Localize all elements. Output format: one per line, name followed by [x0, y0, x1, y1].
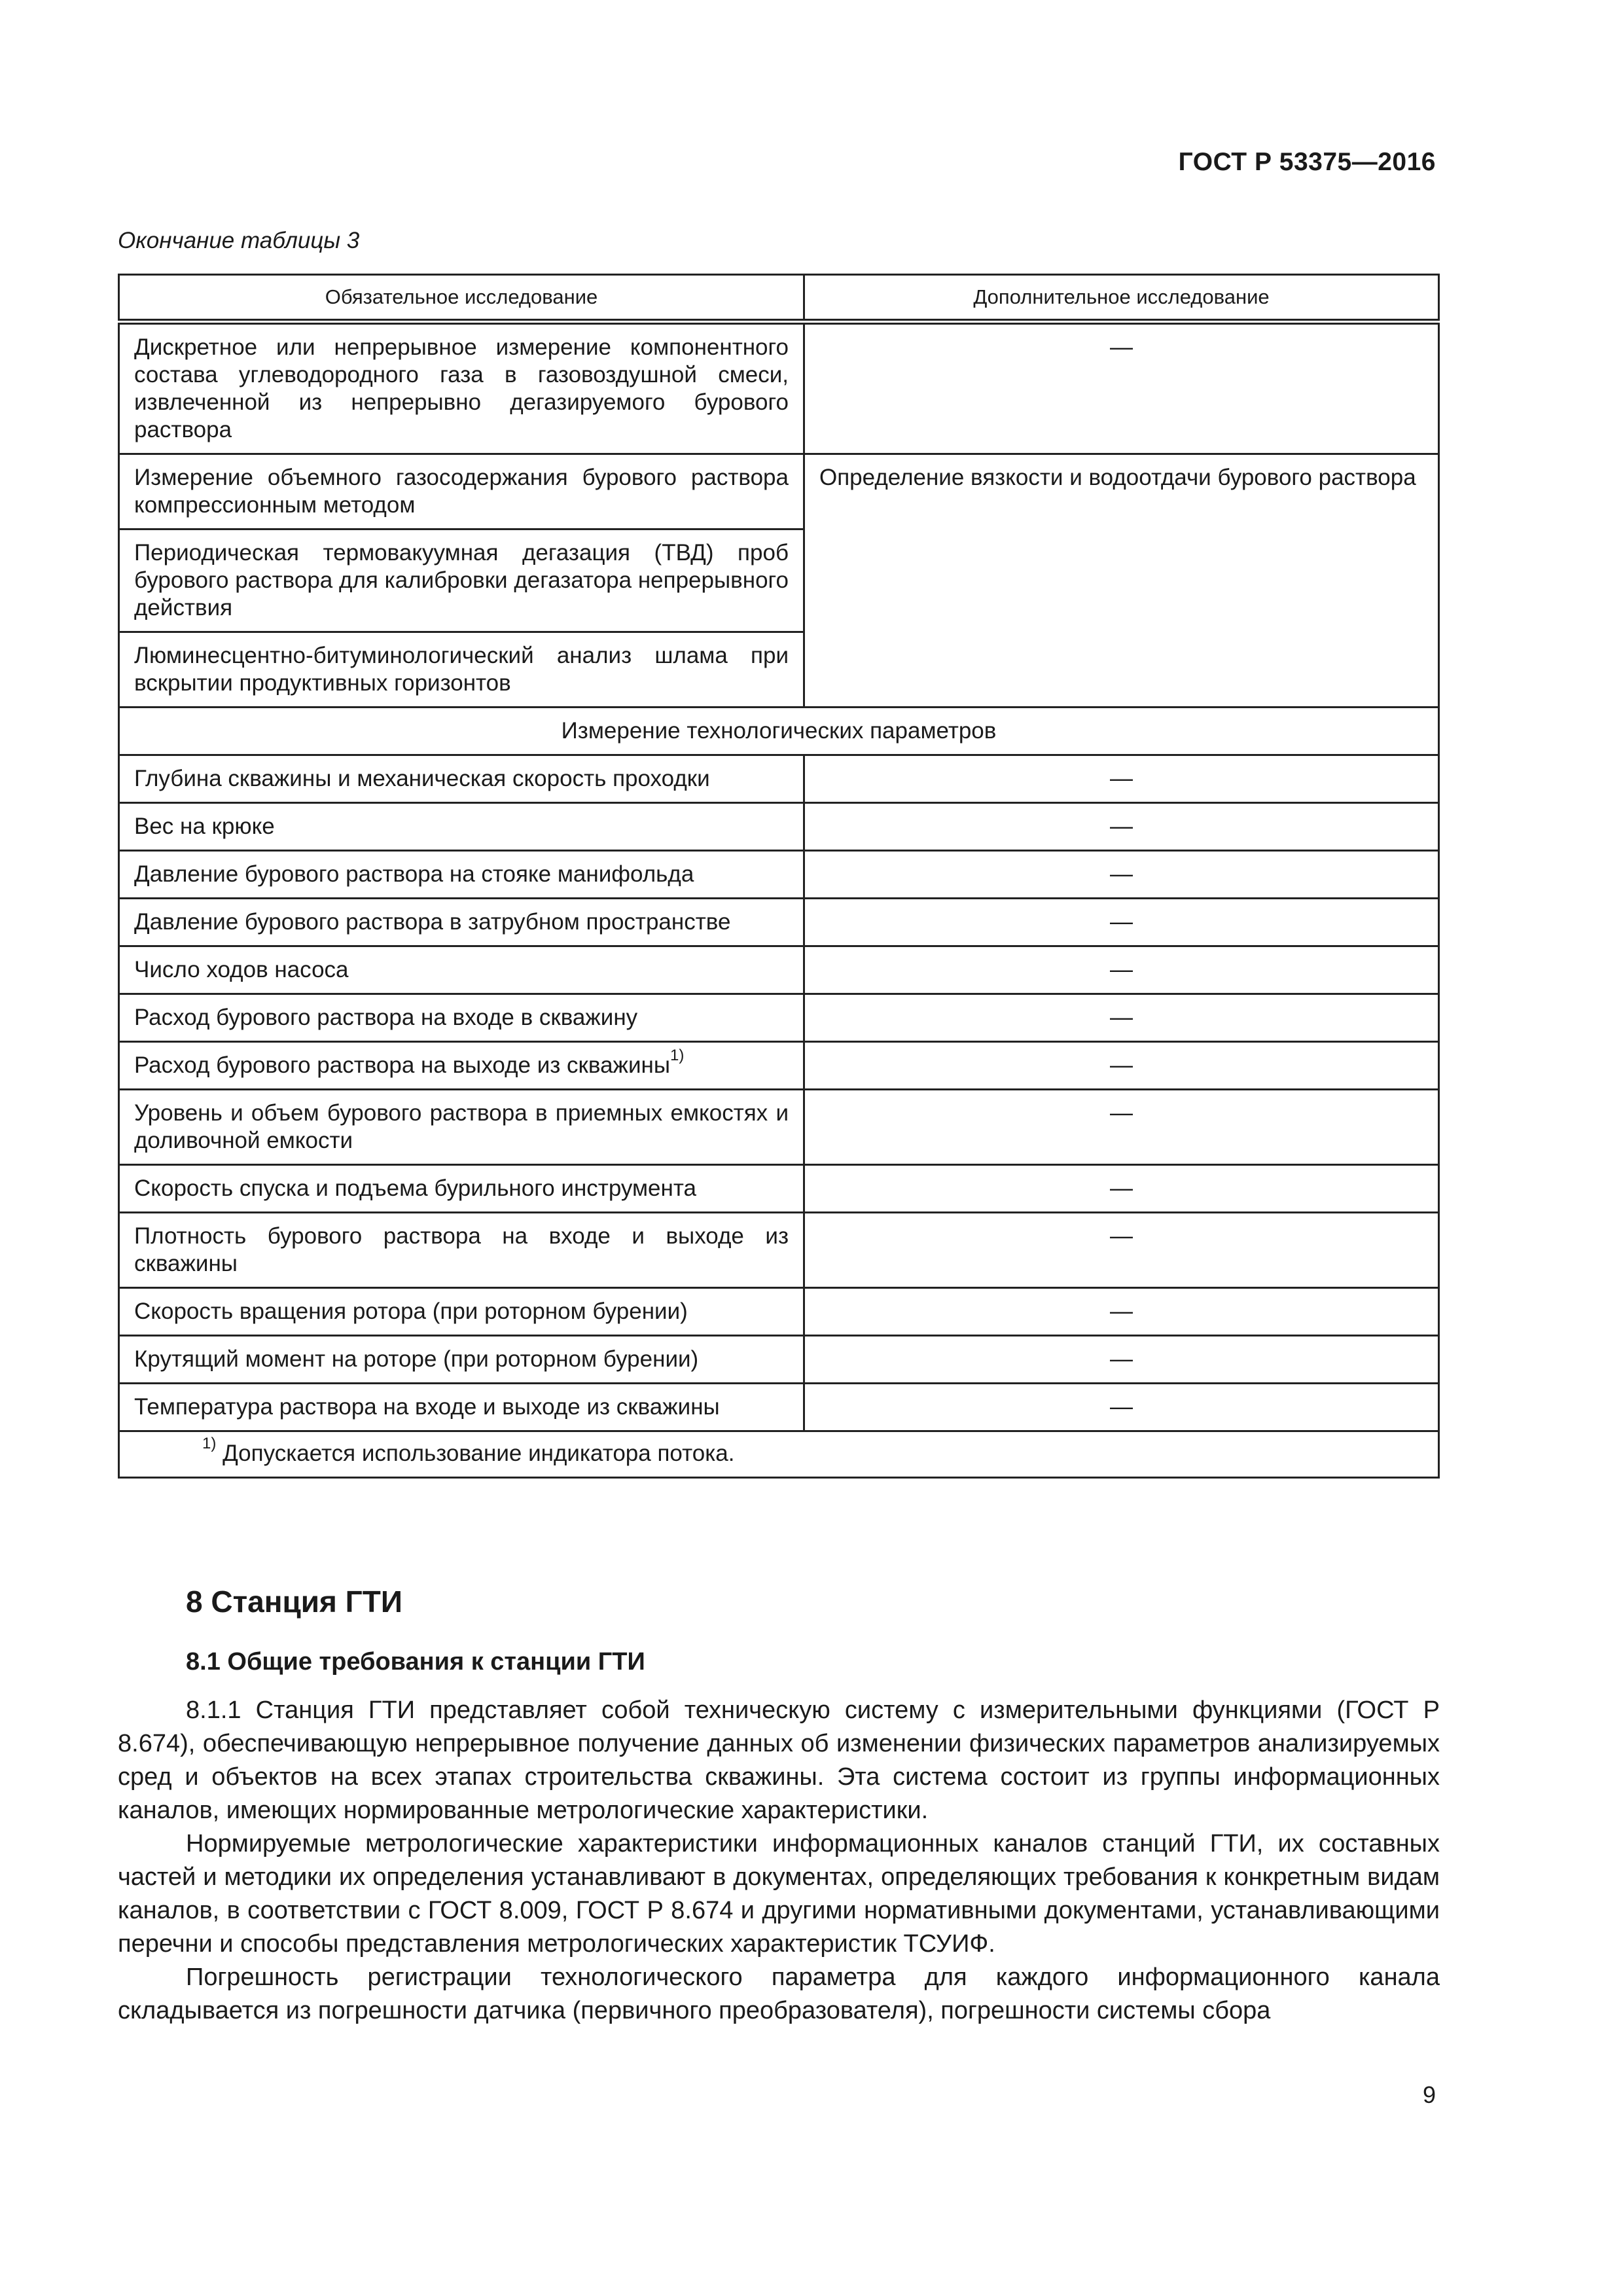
- cell-additional: —: [804, 755, 1439, 803]
- cell-mandatory: Скорость вращения ротора (при роторном бурении): [119, 1288, 804, 1336]
- table-footnote-row: [119, 1431, 1439, 1478]
- cell-mandatory: Уровень и объем бурового раствора в приемных емкостях и доливочной емкости: [119, 1090, 804, 1165]
- table-row: [119, 994, 1439, 1042]
- footnote-reference: 1): [669, 1047, 685, 1065]
- paragraph: 8.1.1 Станция ГТИ представляет собой техническую систему с измерительными функциями (ГОСТ Р 8.674), обеспечивающую непрерывное получение данных об изменении физических параметров анализируемых сред и объектов на всех этапах строительства скважины. Эта система состоит из группы информационных каналов, имеющих нормированные метрологические характеристики.: [118, 1696, 1440, 1824]
- footnote-mark: 1): [202, 1435, 217, 1453]
- table-row: [119, 899, 1439, 946]
- cell-additional: —: [804, 1042, 1439, 1090]
- cell-mandatory: Число ходов насоса: [119, 946, 804, 994]
- section-title: 8 Станция ГТИ: [186, 1585, 402, 1619]
- cell-additional: —: [804, 1336, 1439, 1384]
- table-row: [119, 454, 1439, 529]
- table-header-row: [119, 275, 1439, 322]
- cell-mandatory-text: Расход бурового раствора на выходе из скважины: [134, 1052, 670, 1078]
- requirements-table: [118, 274, 1440, 1479]
- cell-mandatory: Давление бурового раствора на стояке манифольда: [119, 851, 804, 899]
- cell-additional: —: [804, 1213, 1439, 1288]
- document-code: ГОСТ Р 53375—2016: [1178, 148, 1436, 176]
- cell-additional: —: [804, 1165, 1439, 1213]
- table-row: [119, 1090, 1439, 1165]
- page-number: 9: [1422, 2081, 1436, 2108]
- table-footnote: [119, 1431, 1439, 1478]
- table-caption: Окончание таблицы 3: [118, 228, 360, 253]
- table-row: [119, 1042, 1439, 1090]
- cell-mandatory: Вес на крюке: [119, 803, 804, 851]
- section-header-cell: Измерение технологических параметров: [119, 708, 1439, 755]
- table-row: [119, 946, 1439, 994]
- cell-mandatory: Люминесцентно-битуминологический анализ шлама при вскрытии продуктивных горизонтов: [119, 632, 804, 708]
- table-row: [119, 1213, 1439, 1288]
- column-header-mandatory: Обязательное исследование: [119, 275, 804, 322]
- cell-mandatory: Глубина скважины и механическая скорость проходки: [119, 755, 804, 803]
- cell-mandatory: Расход бурового раствора на входе в скважину: [119, 994, 804, 1042]
- cell-additional-merged: Определение вязкости и водоотдачи бурового раствора: [804, 454, 1439, 708]
- cell-additional: —: [804, 1384, 1439, 1431]
- column-header-additional: Дополнительное исследование: [804, 275, 1439, 322]
- table-row: [119, 851, 1439, 899]
- table-row: [119, 755, 1439, 803]
- paragraph: Погрешность регистрации технологического параметра для каждого информационного канала складывается из погрешности датчика (первичного преобразователя), погрешности системы сбора: [118, 1964, 1440, 2024]
- cell-additional: —: [804, 1288, 1439, 1336]
- paragraph: Нормируемые метрологические характеристики информационных каналов станций ГТИ, их составных частей и методики их определения устанавливают в документах, определяющих требования к конкретным видам каналов, в соответствии с ГОСТ 8.009, ГОСТ Р 8.674 и другими нормативными документами, устанавливающими перечни и способы представления метрологических характеристик ТСУИФ.: [118, 1830, 1440, 1958]
- cell-additional: —: [804, 803, 1439, 851]
- cell-mandatory: Температура раствора на входе и выходе из скважины: [119, 1384, 804, 1431]
- table-row: [119, 803, 1439, 851]
- cell-mandatory: Скорость спуска и подъема бурильного инструмента: [119, 1165, 804, 1213]
- cell-additional: —: [804, 946, 1439, 994]
- cell-additional: —: [804, 851, 1439, 899]
- table-row: [119, 1288, 1439, 1336]
- cell-mandatory: Измерение объемного газосодержания бурового раствора компрессионным методом: [119, 454, 804, 529]
- cell-mandatory: Давление бурового раствора в затрубном пространстве: [119, 899, 804, 946]
- cell-mandatory: Дискретное или непрерывное измерение компонентного состава углеводородного газа в газовоздушной смеси, извлеченной из непрерывно дегазируемого бурового раствора: [119, 322, 804, 454]
- cell-additional: —: [804, 899, 1439, 946]
- footnote-text: Допускается использование индикатора потока.: [223, 1441, 735, 1466]
- cell-mandatory: Периодическая термовакуумная дегазация (ТВД) проб бурового раствора для калибровки дегазатора непрерывного действия: [119, 529, 804, 632]
- cell-mandatory: [119, 1042, 804, 1090]
- body-text: [118, 1694, 1440, 2028]
- table-section-row: [119, 708, 1439, 755]
- subsection-title: 8.1 Общие требования к станции ГТИ: [186, 1648, 645, 1676]
- table-row: [119, 1336, 1439, 1384]
- cell-additional: —: [804, 1090, 1439, 1165]
- table-row: [119, 322, 1439, 454]
- table-row: [119, 1165, 1439, 1213]
- cell-mandatory: Крутящий момент на роторе (при роторном бурении): [119, 1336, 804, 1384]
- cell-additional: —: [804, 994, 1439, 1042]
- cell-additional: —: [804, 322, 1439, 454]
- cell-mandatory: Плотность бурового раствора на входе и выходе из скважины: [119, 1213, 804, 1288]
- table-row: [119, 1384, 1439, 1431]
